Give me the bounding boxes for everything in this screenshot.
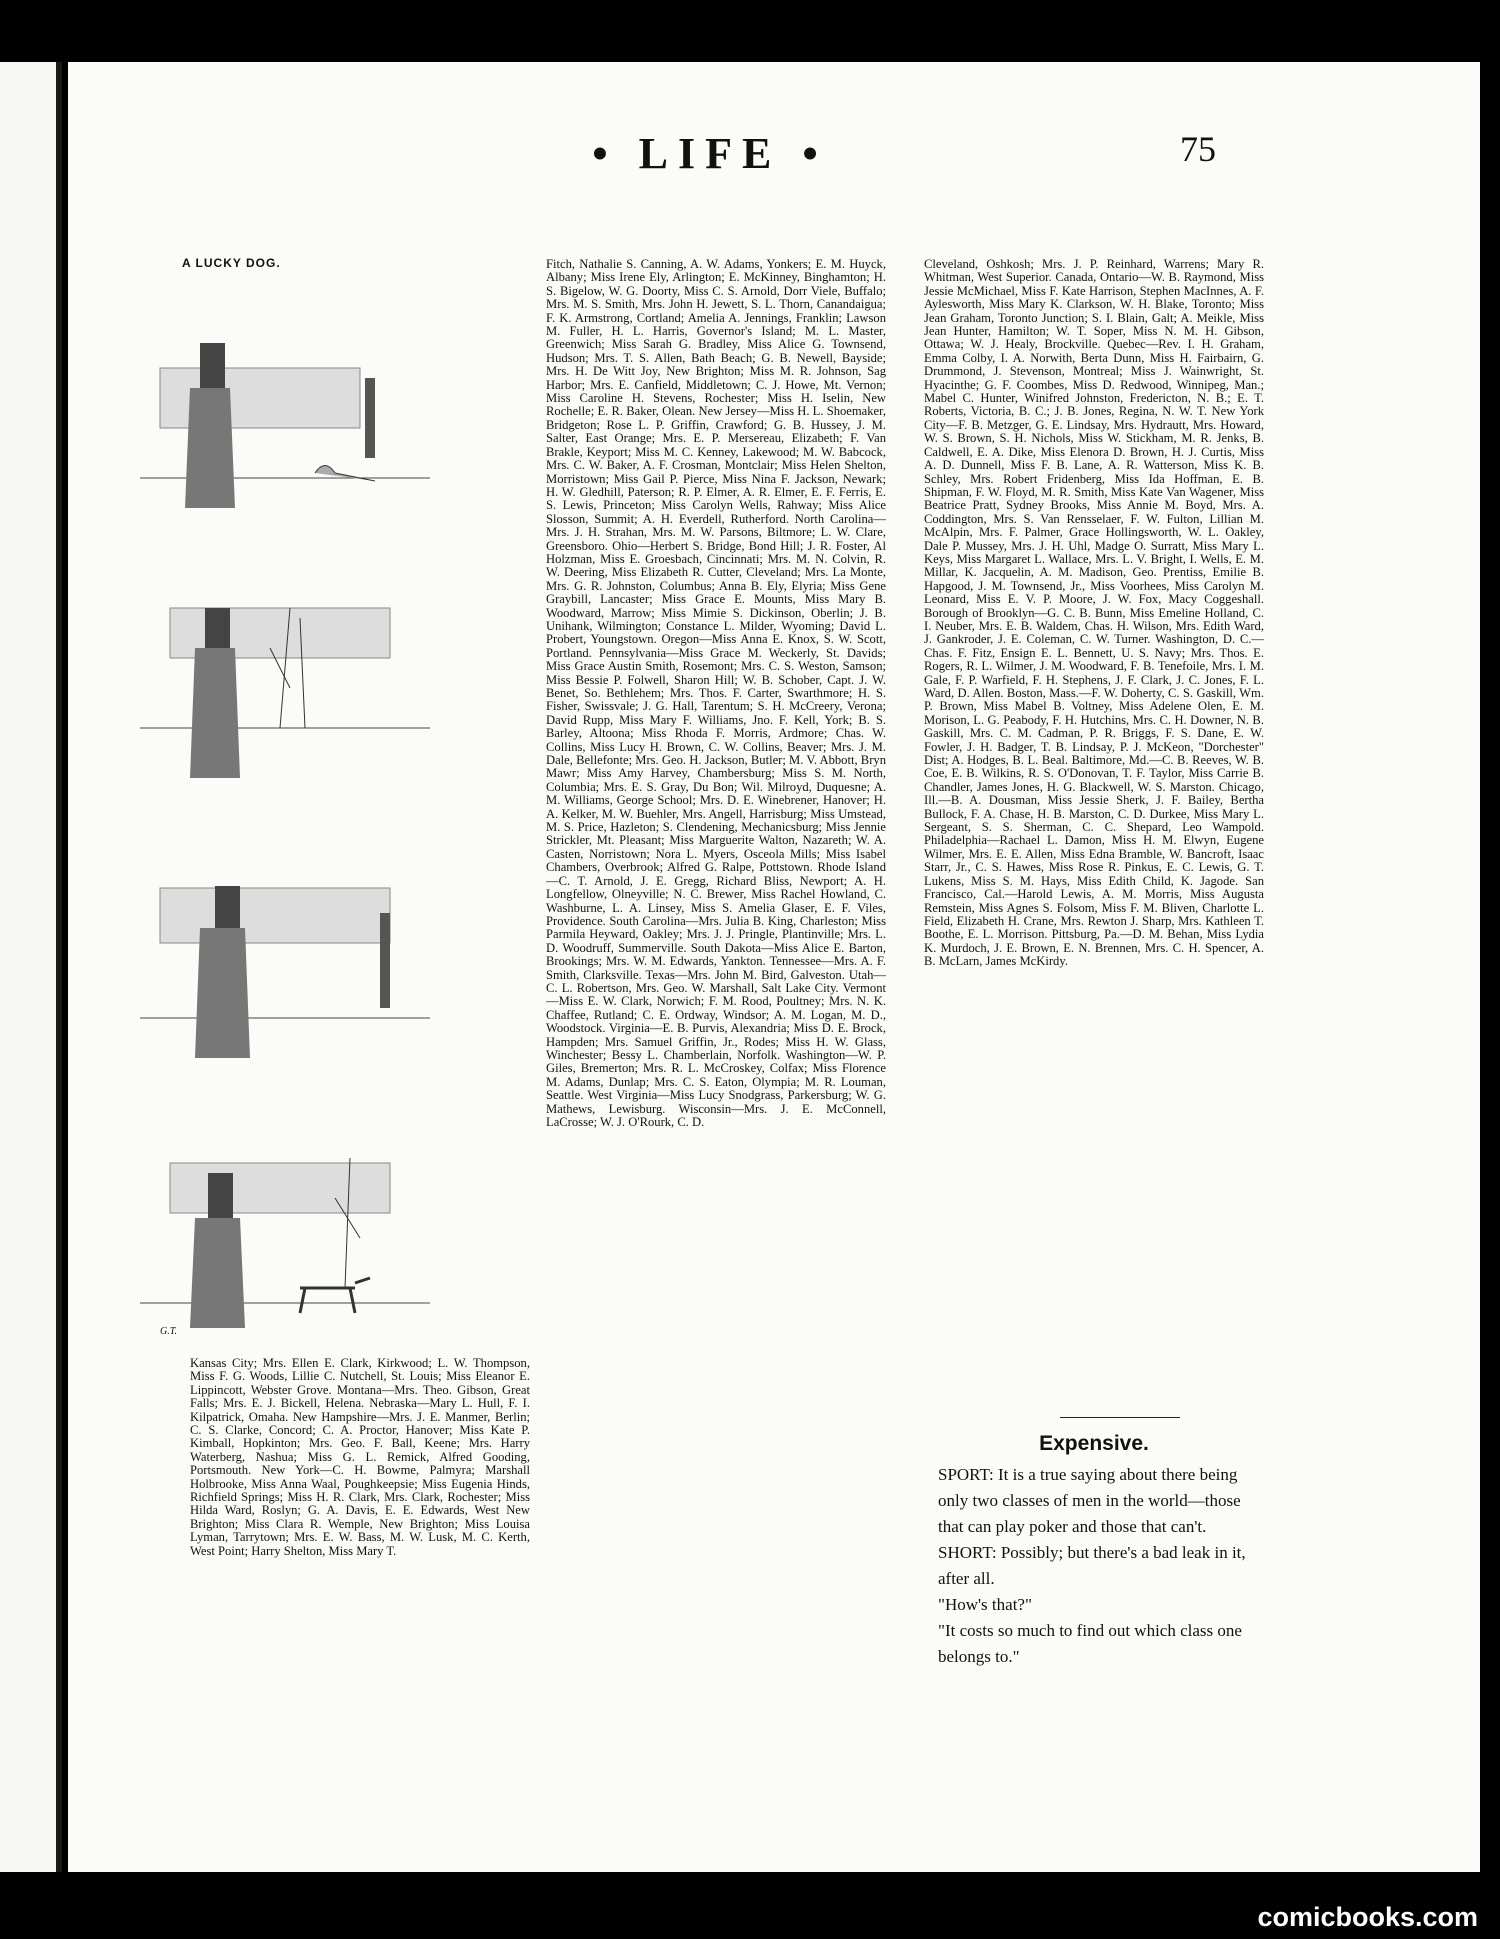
cartoon-panel-1 — [140, 278, 430, 538]
cartoon-signature: G.T. — [160, 1326, 178, 1337]
cartoon-panel-2 — [140, 548, 430, 808]
page-number: 75 — [1180, 129, 1216, 169]
cartoon-panel-4 — [140, 1088, 430, 1348]
cartoon-caption: A LUCKY DOG. — [182, 256, 281, 270]
article-title: Expensive. — [1039, 1432, 1149, 1455]
text-column-2: Fitch, Nathalie S. Canning, A. W. Adams, Yonkers; E. M. Huyck, Albany; Miss Irene Ely, Arlington; E. McKinney, Binghamton; H. S. Bigelow, W. G. Doorty, Miss C. S. Arnold, Dorr Viele, Buffalo; Mrs. M. S. Smith, Mrs. John H. Jewett, S. L. Thorn, Canandaigua; F. K. Armstrong, Cortland; Amelia A. Jennings, Franklin; Lawson M. Fuller, H. L. Harris, Governor's Island; M. L. Master, Greenwich; Miss Sarah G. Bradley, Miss Alice G. Townsend, Hudson; Mrs. T. S. Allen, Bath Beach; G. B. Newell, Bayside; Mrs. H. De Witt Joy, New Brighton; Miss M. R. Johnson, Sag Harbor; Mrs. E. Canfield, Middletown; C. J. Howe, Mt. Vernon; Miss Caroline H. Stevens, Rochester; Miss H. Iselin, New Rochelle; E. R. Baker, Olean. New Jersey—Miss H. L. Shoemaker, Bridgeton; Rose L. P. Griffin, Crawford; G. B. Hussey, J. M. Salter, East Orange; Mrs. E. P. Mersereau, Elizabeth; F. Van Brakle, Keyport; Miss M. C. Kenney, Lakewood; M. W. Babcock, Mrs. C. W. Baker, A. F. Crosman, Montclair; Miss Helen Shelton, Morristown; Miss Gail P. Pierce, Miss Nina F. Jackson, Newark; H. W. Gledhill, Paterson; R. P. Elmer, A. R. Elmer, E. F. Ferris, E. S. Lewis, Princeton; Miss Carolyn Wells, Rahway; Miss Alice Slosson, Summit; A. H. Everdell, Rutherford. North Carolina—Mrs. J. H. Strahan, Mrs. M. W. Parsons, Biltmore; L. W. Clare, Greensboro. Ohio—Herbert S. Bridge, Bond Hill; J. R. Foster, Al Holzman, Miss E. Groesbach, Cincinnati; Mrs. M. N. Colvin, R. W. Deering, Miss Elizabeth R. Cutter, Cleveland; Mrs. La Monte, Mrs. G. R. Johnston, Columbus; Anna B. Ely, Elyria; Miss Gene Graybill, Lancaster; Miss Grace E. Mounts, Miss Mary B. Woodward, Marrow; Miss Mimie S. Dickinson, Oberlin; J. B. Unihank, Wilmington; Constance L. Milder, Wyoming; David L. Probert, Youngstown. Oregon—Miss Anna E. Knox, S. W. Scott, Portland. Pennsylvania—Miss Grace M. Weckerly, St. Davids; Miss Grace Austin Smith, Rosemont; Mrs. C. S. Weston, Samson; Miss Bessie P. Folwell, Sharon Hill; W. B. Schober, Capt. J. W. Benet, So. Bethlehem; Mrs. Thos. F. Carter, Swarthmore; H. S. Fisher, Swissvale; J. G. Hall, Tarentum; S. H. McCreery, Verona; David Rupp, Miss Mary F. Williams, Jno. F. Kell, York; B. S. Barley, Altoona; Miss Rhoda F. Morris, Ardmore; Chas. W. Collins, Miss Lucy H. Brown, C. W. Collins, Beaver; Mrs. J. M. Dale, Bellefonte; Mrs. Geo. H. Jackson, Butler; M. V. Abbott, Bryn Mawr; Miss Amy Harvey, Chambersburg; Miss S. M. North, Columbia; Mrs. E. S. Gray, Du Bon; Wil. Milroyd, Duquesne; A. M. Williams, George School; Mrs. D. E. Winebrener, Hanover; H. A. Kelker, M. W. Buehler, Mrs. Angell, Harrisburg; Miss Umstead, M. S. Price, Hazleton; S. Clendening, Mechanicsburg; Miss Jennie Strickler, Mt. Pleasant; Miss Marguerite Walton, Nazareth; W. A. Casten, Norristown; Nora L. Myers, Osceola Mills; Miss Isabel Chambers, Overbrook; Alfred G. Ralpe, Pottstown. Rhode Island—C. T. Arnold, J. E. Gregg, Richard Bliss, Newport; A. H. Longfellow, Olneyville; N. C. Brewer, Miss Rachel Howland, C. Washburne, L. A. Linsey, Miss S. Amelia Glaser, E. F. Viles, Providence. South Carolina—Mrs. Julia B. King, Charleston; Miss Parmila Heyward, Oakley; Mrs. J. J. Pringle, Plantinville; Mrs. L. D. Woodruff, Summerville. South Dakota—Miss Alice E. Barton, Brookings; Mrs. W. M. Edwards, Yankton. Tennessee—Mrs. A. F. Smith, Clarksville. Texas—Mrs. John M. Bird, Galveston. Utah—C. L. Robertson, Mrs. Geo. W. Marshall, Salt Lake City. Vermont—Miss E. W. Clark, Norwich; F. M. Rood, Poultney; Mrs. N. K. Chaffee, Rutland; C. E. Ordway, Windsor; A. M. Logan, M. D., Woodstock. Virginia—E. B. Purvis, Alexandria; Miss D. E. Brock, Hampden; Mrs. Samuel Griffin, Jr., Rodes; Miss H. W. Glass, Winchester; Bessy L. Chamberlain, Norfolk. Washington—W. P. Giles, Bremerton; Mrs. R. L. McCroskey, Colfax; Miss Florence M. Adams, Dunlap; Mrs. C. S. Eaton, Olympia; M. R. Louman, Seattle. West Virginia—Miss Lucy Snodgrass, Parkersburg; W. G. Mathews, Lewisburg. Wisconsin—Mrs. J. E. McConnell, LaCrosse; W. J. O'Rourk, C. D. — [546, 258, 886, 1129]
left-page-edge — [0, 62, 62, 1872]
cartoon-panel-3 — [140, 818, 430, 1078]
section-divider — [1060, 1417, 1180, 1418]
text-column-1: Kansas City; Mrs. Ellen E. Clark, Kirkwood; L. W. Thompson, Miss F. G. Woods, Lillie C. Nutchell, St. Louis; Miss Eleanor E. Lippincott, Webster Grove. Montana—Mrs. Theo. Gibson, Great Falls; Mrs. E. J. Bickell, Helena. Nebraska—Mary L. Hull, F. I. Kilpatrick, Omaha. New Hampshire—Mrs. J. E. Manmer, Berlin; C. S. Clarke, Concord; C. A. Proctor, Hanover; Miss Kate P. Kimball, Hopkinton; Mrs. Geo. F. Ball, Keene; Mrs. Harry Waterberg, Nashua; Miss G. L. Remick, Alfred Gooding, Portsmouth. New York—C. H. Bowme, Palmyra; Marshall Holbrooke, Miss Anna Waal, Poughkeepsie; Miss Eugenia Hinds, Richfield Springs; Miss H. R. Clark, Mrs. Clark, Rochester; Miss Hilda Ward, Roslyn; G. A. Davis, E. E. Edwards, West New Brighton; Miss Clara R. Wemple, New Brighton; Miss Louisa Lyman, Tarrytown; Mrs. E. W. Bass, M. W. Lusk, M. C. Kerth, West Point; Harry Shelton, Miss Mary T. — [190, 1357, 530, 1558]
article-body: SPORT: It is a true saying about there being only two classes of men in the world—those that can play poker and those that can't. SHORT: Possibly; but there's a bad leak in it, after all. "How's that?" "It costs so much to find out which class one belongs to." — [938, 1465, 1246, 1666]
masthead: • LIFE • — [592, 129, 828, 178]
cartoon-strip — [140, 278, 430, 1348]
watermark: comicbooks.com — [1257, 1902, 1478, 1932]
text-column-3: Cleveland, Oshkosh; Mrs. J. P. Reinhard, Warrens; Mary R. Whitman, West Superior. Canada, Ontario—W. B. Raymond, Miss Jessie McMichael, Miss F. Kate Harrison, Stephen MacInnes, A. F. Aylesworth, Miss Mary K. Clarkson, W. H. Blake, Toronto; Miss Jean Graham, Toronto Junction; S. I. Blain, Galt; A. Meikle, Miss Jean Hunter, Hamilton; W. T. Soper, Miss N. M. H. Gibson, Ottawa; W. J. Healy, Brockville. Quebec—Rev. I. H. Graham, Emma Colby, I. A. Norwith, Berta Dunn, Miss H. Fairbairn, G. Drummond, J. Stevenson, Montreal; Miss J. Wainwright, St. Hyacinthe; G. F. Coombes, Miss D. Redwood, Winnipeg, Man.; Mabel C. Hunter, Winifred Johnston, Fredericton, N. B.; E. T. Roberts, Victoria, B. C.; J. B. Jones, Regina, N. W. T. New York City—F. B. Metzger, G. E. Lindsay, Mrs. Hydrautt, Mrs. Howard, W. S. Brown, S. H. Nichols, Miss W. Stickham, M. R. Jenks, B. Caldwell, E. A. Dike, Miss Elenora D. Brown, H. J. Curtis, Miss A. D. Dunnell, Miss F. B. Lane, A. R. Watterson, Miss K. B. Schley, Mrs. Robert Fridenberg, Miss Ida Hoffman, E. B. Shipman, F. W. Floyd, M. R. Smith, Miss Kate Van Wagener, Miss Beatrice Pratt, Sydney Brooks, Miss Annie M. Boyd, Mrs. A. Coddington, Mrs. S. Van Rensselaer, F. W. Fulton, Lillian M. McAlpin, Mrs. F. Palmer, Grace Hollingsworth, W. L. Oakley, Dale P. Mussey, Mrs. J. H. Uhl, Madge O. Surratt, Miss Mary L. Keys, Miss Margaret L. Wallace, Mrs. L. V. Bright, I. Wells, E. M. Millar, K. Jacquelin, A. M. Madison, Geo. Prentiss, Emilie B. Hapgood, J. M. Townsend, Jr., Miss Voorhees, Miss Carolyn M. Leonard, Miss E. V. P. Moore, J. W. Fox, Macy Coggeshall. Borough of Brooklyn—G. C. B. Bunn, Miss Emeline Holland, C. I. Neuber, Mrs. E. B. Waldem, Chas. H. Wilson, Mrs. Edith Ward, J. Gankroder, J. E. Coleman, C. W. Turner. Washington, D. C.—Chas. F. Fitz, Ensign E. L. Bennett, U. S. Navy; Mrs. Thos. E. Rogers, R. L. Wilmer, J. M. Woodward, F. B. Tenefoile, Mrs. I. M. Gale, F. P. Warfield, F. H. Stephens, J. F. Clark, J. C. Jones, F. L. Ward, D. Allen. Boston, Mass.—F. W. Doherty, C. S. Gaskill, Wm. P. Brown, Miss Mabel B. Voltney, Miss Adelene Olen, E. M. Morison, L. G. Peabody, F. H. Hutchins, Mrs. C. H. Downer, N. B. Gaskill, Mrs. C. M. Cadman, P. R. Briggs, F. S. Dane, E. W. Fowler, J. H. Badger, T. B. Lindsay, P. J. McKeon, "Dorchester" Dist; A. Hodges, B. L. Beal. Baltimore, Md.—C. B. Reeves, W. B. Coe, E. B. Wilkins, R. S. O'Donovan, T. F. Taylor, Miss Carrie B. Chandler, James Jones, H. G. Blackwell, W. S. Marston. Chicago, Ill.—B. A. Dousman, Miss Jessie Sherk, J. F. Bailey, Bertha Bullock, F. A. Chase, H. B. Marston, C. D. Durkee, Miss Mary L. Sergeant, S. S. Sherman, C. C. Shepard, Leo Wampold. Philadelphia—Rachael L. Damon, Miss H. M. Elwyn, Eugene Wilmer, Mrs. E. E. Allen, Miss Edna Bramble, W. Bancroft, Isaac Starr, Jr., C. S. Hawes, Miss Rose R. Pinkus, E. C. Lewis, G. T. Lukens, Miss S. M. Hays, Miss Edith Child, K. Jagode. San Francisco, Cal.—Harold Lewis, A. M. Morris, Miss Augusta Remstein, Miss Agnes S. Folsom, Miss F. M. Bliven, Charlotte L. Field, Elizabeth H. Crane, Mrs. Rewton J. Sharp, Mrs. Kathleen T. Boothe, E. L. Morrison. Pittsburg, Pa.—D. M. Behan, Miss Lydia K. Murdoch, J. E. Brown, E. N. Brennen, Mrs. C. H. Spencer, A. B. McLarn, James McKirdy. — [924, 258, 1264, 969]
